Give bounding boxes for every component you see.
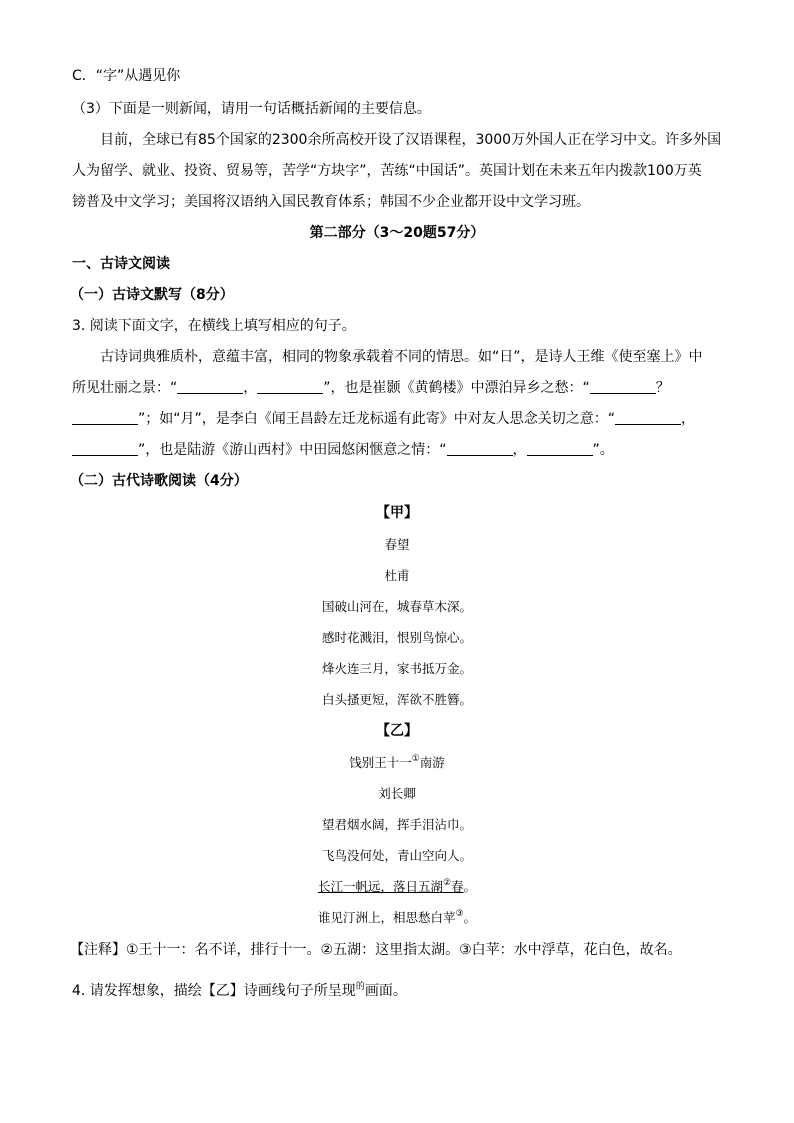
q3-paragraph-line-1: 古诗词典雅质朴，意蕴丰富，相同的物象承载着不同的情思。如“日”，是诗人王维《使至塞上》中 — [100, 349, 703, 365]
news-line-3: 镑普及中文学习；美国将汉语纳入国民教育体系；韩国不少企业都开设中文学习班。 — [72, 194, 590, 210]
underlined-text — [318, 879, 464, 894]
text-segment: 长江一帆远，落日五湖 — [317, 879, 443, 894]
option-c: C．“字”从遇见你 — [72, 68, 181, 84]
text-segment: ， — [243, 380, 258, 396]
news-line-1: 目前，全球已有85个国家的2300余所高校开设了汉语课程，3000万外国人正在学习中文。许多外国 — [100, 132, 722, 148]
question-3-3: （3）下面是一则新闻，请用一句话概括新闻的主要信息。 — [72, 101, 431, 117]
footnote-marker: ② — [442, 878, 452, 888]
poem-a-line: 感时花溅泪，恨别鸟惊心。 — [321, 630, 472, 645]
question-3: 3. 阅读下面文字，在横线上填写相应的句子。 — [72, 318, 356, 334]
news-line-2: 人为留学、就业、投资、贸易等，苦学“方块字”，苦练“中国话”。英国计划在未来五年内拨款100万英 — [72, 163, 702, 179]
text-segment: 4. 请发挥想象，描绘【乙】诗画线句子所呈现 — [72, 983, 356, 999]
text-segment: ”；如“月”，是李白《闻王昌龄左迁龙标遥有此寄》中对友人思念关切之意：“ — [138, 411, 616, 427]
text-segment: 画面。 — [364, 983, 407, 999]
text-segment: ， — [512, 442, 527, 458]
poem-a-author: 杜甫 — [384, 568, 410, 583]
text-segment: ”，也是陆游《游山西村》中田园悠闲惬意之情：“ — [138, 442, 447, 458]
poem-a-line: 白头搔更短，浑欲不胜簪。 — [321, 692, 472, 707]
text-segment: 所见壮丽之景：“ — [72, 380, 178, 396]
poem-b-author: 刘长卿 — [378, 786, 416, 801]
answer-blank[interactable] — [590, 379, 656, 394]
poem-b-label: 【乙】 — [376, 723, 418, 739]
q3-paragraph-line-3 — [72, 409, 695, 429]
text-segment: 谁见汀洲上，相思愁白苹 — [317, 910, 456, 925]
poem-b-title — [0, 753, 794, 775]
text-segment: 饯别王十一 — [349, 755, 412, 770]
text-segment: 春 — [451, 879, 464, 894]
poem-b-line — [0, 908, 794, 930]
text-segment: ”，也是崔颢《黄鹤楼》中漂泊异乡之愁：“ — [323, 380, 590, 396]
q3-paragraph-line-2 — [72, 378, 670, 398]
answer-blank[interactable] — [527, 441, 593, 456]
poem-a-label: 【甲】 — [376, 505, 418, 521]
text-segment: ？ — [655, 380, 670, 396]
answer-blank[interactable] — [72, 441, 138, 456]
poem-b-line: 望君烟水阔，挥手泪沾巾。 — [321, 817, 472, 832]
poem-b-line: 飞鸟没何处，青山空向人。 — [321, 848, 472, 863]
text-segment: 南游 — [419, 755, 445, 770]
answer-blank[interactable] — [177, 379, 243, 394]
part-two-title: 第二部分（3～20题57分） — [309, 225, 485, 241]
answer-blank[interactable] — [615, 410, 681, 425]
footnote-marker: ① — [411, 754, 420, 764]
poem-b-underlined-line — [0, 877, 794, 899]
question-4 — [72, 981, 407, 1003]
poem-a-line: 国破山河在，城春草木深。 — [321, 599, 472, 614]
q3-paragraph-line-4 — [72, 440, 614, 460]
poem-a-line: 烽火连三月，家书抵万金。 — [321, 661, 472, 676]
annotations: 【注释】①王十一：名不详，排行十一。②五湖：这里指太湖。③白苹：水中浮草，花白色，故名。 — [70, 942, 682, 958]
footnote-marker: ③ — [455, 909, 464, 919]
answer-blank[interactable] — [257, 379, 323, 394]
text-segment: 。 — [463, 879, 477, 894]
text-segment: ， — [681, 411, 696, 427]
answer-blank[interactable] — [447, 441, 513, 456]
answer-blank[interactable] — [72, 410, 138, 425]
subsection-two-heading: （二）古代诗歌阅读（4分） — [70, 473, 248, 489]
poem-a-title: 春望 — [384, 537, 410, 552]
text-segment: 的 — [355, 982, 365, 992]
text-segment: 。 — [463, 910, 477, 925]
section-one-heading: 一、古诗文阅读 — [72, 256, 170, 272]
subsection-one-heading: （一）古诗文默写（8分） — [70, 287, 234, 303]
text-segment: ”。 — [592, 442, 614, 458]
